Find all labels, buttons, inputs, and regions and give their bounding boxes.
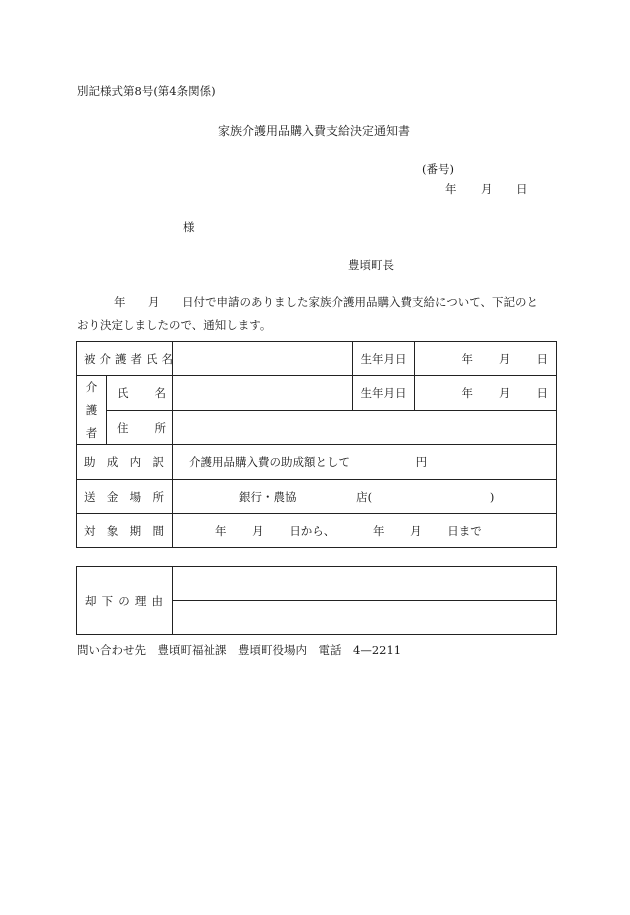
period-from-month: 月 [252,523,264,538]
caregiver-name-row [77,376,557,411]
caregiver-address-field[interactable] [173,411,557,445]
body-year: 年 [114,295,126,309]
name-label-char-1: 氏 [117,386,129,400]
transfer-label-char-1: 送 [84,489,96,504]
care-recipient-name-label [77,351,177,367]
rejection-label-char-3: の [118,593,130,608]
rejection-label-char-4: 理 [134,593,147,608]
rejection-label-char-1: 却 [85,593,97,608]
subsidy-yen: 円 [415,455,428,469]
subsidy-amount-field[interactable] [173,445,557,480]
rejection-reason-line-2[interactable] [173,601,557,635]
address-label-char-1: 住 [117,420,129,435]
period-label-char-1: 対 [84,523,96,538]
period-label-char-2: 象 [106,523,119,538]
body-month: 月 [148,295,160,309]
period-from-year: 年 [215,523,227,538]
period-label-char-4: 間 [152,523,164,538]
document-number-label: (番号) [422,162,454,176]
transfer-label-char-3: 場 [129,489,142,504]
period-to-day: 日まで [447,523,482,538]
caregiver-label [77,376,107,445]
care-recipient-birthdate-field[interactable] [415,342,557,376]
period-to-year: 年 [372,523,385,538]
subsidy-text: 介護用品購入費の助成額として [189,455,350,469]
birthdate-day: 日 [536,351,548,366]
period-from-day: 日から、 [289,523,336,538]
document-title: 家族介護用品購入費支給決定通知書 [218,124,411,138]
transfer-location-field[interactable] [173,480,557,514]
transfer-row [77,480,557,514]
caregiver-label-char-3: 者 [85,425,98,440]
rejection-label-char-5: 由 [151,593,163,608]
rejection-label-char-2: 下 [101,593,114,608]
birthdate-month: 月 [499,351,511,366]
branch-text: 店( [356,489,373,504]
transfer-label-char-2: 金 [106,489,119,504]
subsidy-label [77,445,173,480]
subsidy-label-char-3: 内 [129,455,142,469]
caregiver-name-label [107,376,173,411]
body-line2-text: おり決定しましたので、通知します。 [77,318,272,332]
name-label-char-2: 名 [154,386,166,400]
rejection-reason-label [77,567,173,635]
caregiver-birthdate-month: 月 [499,386,511,400]
caregiver-label-char-2: 護 [85,402,98,417]
contact-info: 問い合わせ先 豊頃町福祉課 豊頃町役場内 電話 4—2211 [77,643,402,657]
caregiver-birthdate-year: 年 [461,386,473,400]
caregiver-address-label [107,411,173,445]
subsidy-label-char-1: 助 [84,455,96,469]
care-recipient-name-label-text: 被介護者氏名 [84,351,177,366]
bank-text: 銀行・農協 [239,489,297,504]
subsidy-label-char-2: 成 [106,455,119,469]
birthdate-year: 年 [461,351,473,366]
subsidy-label-char-4: 訳 [152,455,164,469]
addressee-honorific: 様 [183,220,195,234]
target-period-field[interactable] [173,514,557,548]
transfer-label-char-4: 所 [152,489,164,504]
period-to-month: 月 [410,523,422,538]
issue-date-day: 日 [516,182,528,196]
address-label-char-2: 所 [154,420,166,435]
rejection-reason-line-1[interactable] [173,567,557,601]
body-line1-text: 日付で申請のありました家族介護用品購入費支給について、下記のと [182,295,539,309]
transfer-location-label [77,480,173,514]
caregiver-birthdate-label: 生年月日 [353,376,415,411]
target-period-label [77,514,173,548]
application-details-table [76,341,557,548]
rejection-reason-table [76,566,557,635]
caregiver-name-field[interactable] [173,376,353,411]
care-recipient-row [77,342,557,376]
caregiver-birthdate-day: 日 [536,386,548,400]
issuer-name: 豊頃町長 [348,258,394,272]
care-recipient-birthdate-label: 生年月日 [353,342,415,376]
issue-date-year: 年 [445,182,457,196]
subsidy-row [77,445,557,480]
caregiver-birthdate-field[interactable] [415,376,557,411]
caregiver-address-row [77,411,557,445]
branch-close: ) [489,489,495,504]
period-row [77,514,557,548]
issue-date-month: 月 [481,182,493,196]
caregiver-label-char-1: 介 [85,380,98,395]
period-label-char-3: 期 [129,523,142,538]
care-recipient-name-field[interactable] [173,342,353,376]
form-number: 別記様式第8号(第4条関係) [77,84,216,98]
